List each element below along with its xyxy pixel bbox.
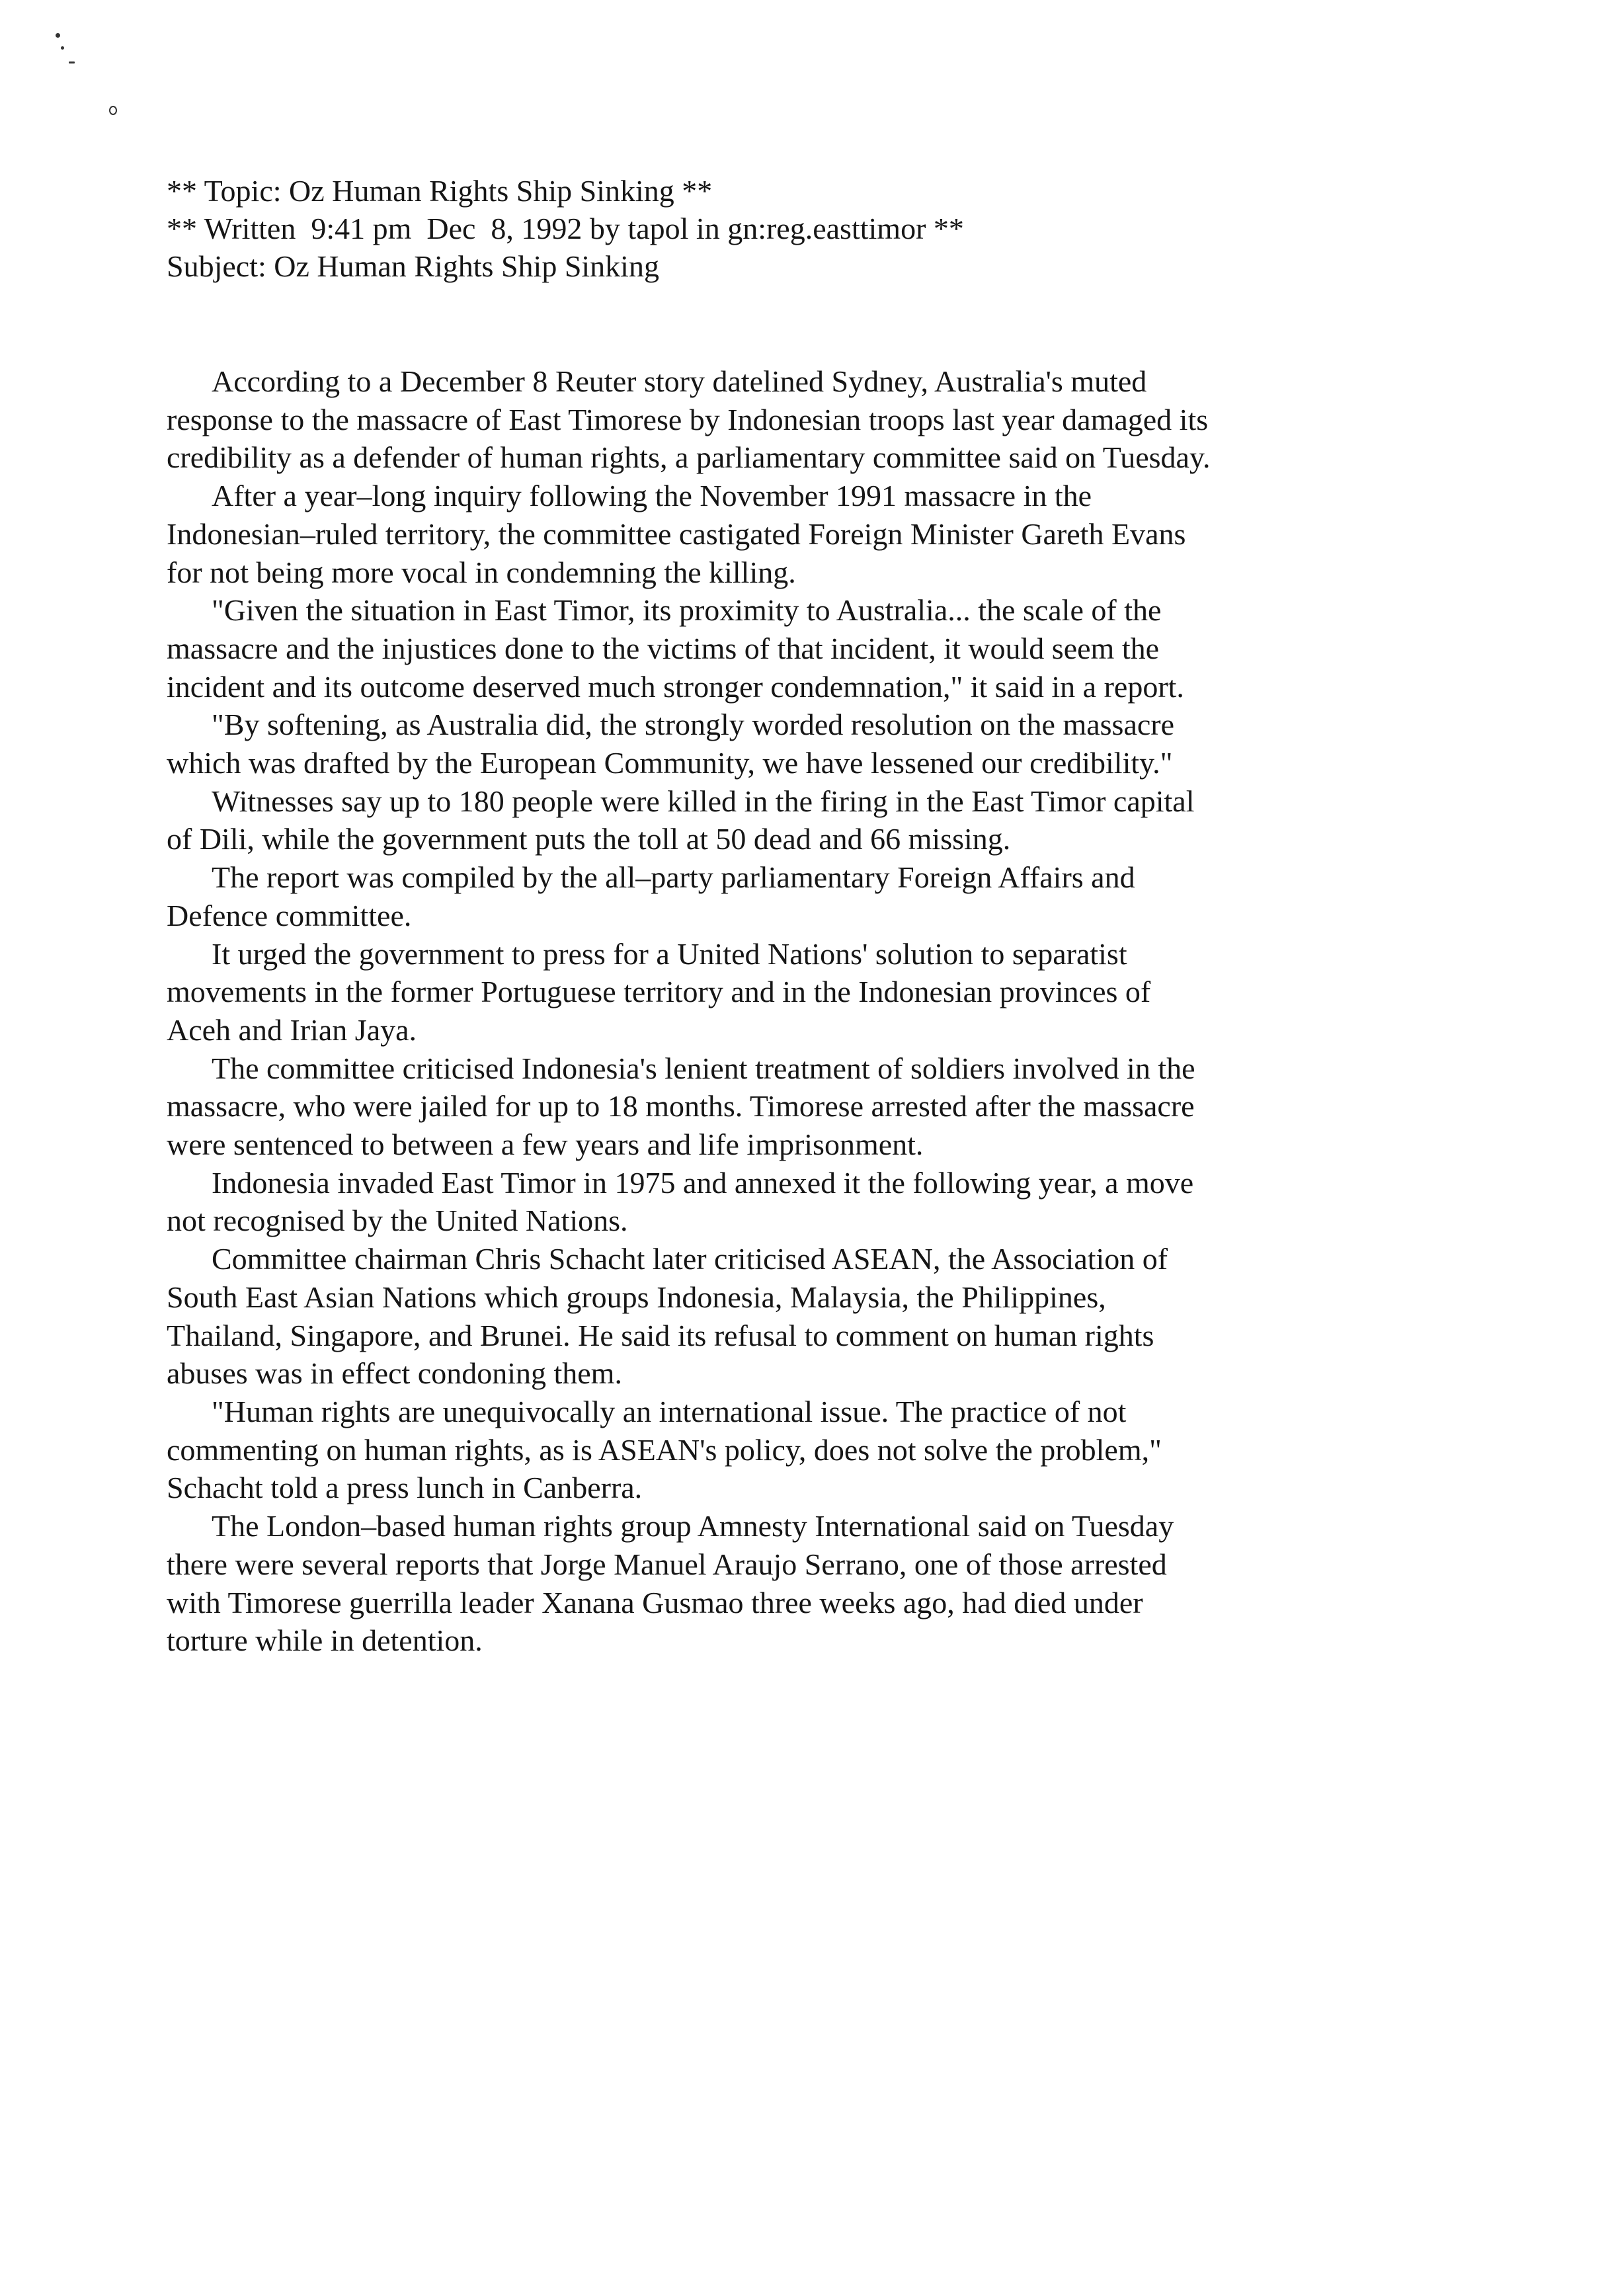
article-paragraph: Committee chairman Chris Schacht later criticised ASEAN, the Association of South East Asian Nations which groups Indonesia, Malaysia, the Philippines, Thailand, Singapore, and Brunei. He said its refusal to comment on human rights abuses was in effect condoning them. xyxy=(167,1242,1168,1391)
article-paragraph: The committee criticised Indonesia's lenient treatment of soldiers involved in the massacre, who were jailed for up to 18 months. Timorese arrested after the massacre were sentenced to between a few years and life imprisonment. xyxy=(167,1051,1195,1162)
article-paragraph: "Given the situation in East Timor, its proximity to Australia... the scale of the massacre and the injustices done to the victims of that incident, it would seem the incident and its outcome deserved much stronger condemnation," it said in a report. xyxy=(167,593,1184,704)
article-paragraph: "By softening, as Australia did, the strongly worded resolution on the massacre which was drafted by the European Community, we have lessened our credibility." xyxy=(167,708,1175,780)
scan-speck xyxy=(61,46,64,50)
scan-speck xyxy=(109,106,117,115)
article-paragraph: After a year–long inquiry following the November 1991 massacre in the Indonesian–ruled territory, the committee castigated Foreign Minister Gareth Evans for not being more vocal in condemning the killing. xyxy=(167,479,1186,589)
article-paragraph: The London–based human rights group Amnesty International said on Tuesday there were several reports that Jorge Manuel Araujo Serrano, one of those arrested with Timorese guerrilla leader Xanana Gusmao three weeks ago, had died under torture while in detention. xyxy=(167,1509,1174,1658)
scan-speck xyxy=(56,33,60,38)
subject-line: Subject: Oz Human Rights Ship Sinking xyxy=(167,249,659,283)
message-header xyxy=(167,172,1423,285)
article-paragraph: According to a December 8 Reuter story datelined Sydney, Australia's muted response to the massacre of East Timorese by Indonesian troops last year damaged its credibility as a defender of human rights, a parliamentary committee said on Tuesday. xyxy=(167,364,1211,475)
written-line: ** Written 9:41 pm Dec 8, 1992 by tapol in gn:reg.easttimor ** xyxy=(167,212,964,245)
article-body xyxy=(167,362,1218,1660)
article-paragraph: Indonesia invaded East Timor in 1975 and annexed it the following year, a move not recognised by the United Nations. xyxy=(167,1165,1194,1238)
article-paragraph: The report was compiled by the all–party parliamentary Foreign Affairs and Defence committee. xyxy=(167,860,1135,932)
scan-speck xyxy=(69,62,75,63)
topic-line: ** Topic: Oz Human Rights Ship Sinking ** xyxy=(167,174,713,208)
article-paragraph: It urged the government to press for a United Nations' solution to separatist movements in the former Portuguese territory and in the Indonesian provinces of Aceh and Irian Jaya. xyxy=(167,936,1151,1047)
article-paragraph: Witnesses say up to 180 people were killed in the firing in the East Timor capital of Dili, while the government puts the toll at 50 dead and 66 missing. xyxy=(167,784,1195,856)
article-paragraph: "Human rights are unequivocally an international issue. The practice of not commenting on human rights, as is ASEAN's policy, does not solve the problem," Schacht told a press lunch in Canberra. xyxy=(167,1394,1162,1505)
